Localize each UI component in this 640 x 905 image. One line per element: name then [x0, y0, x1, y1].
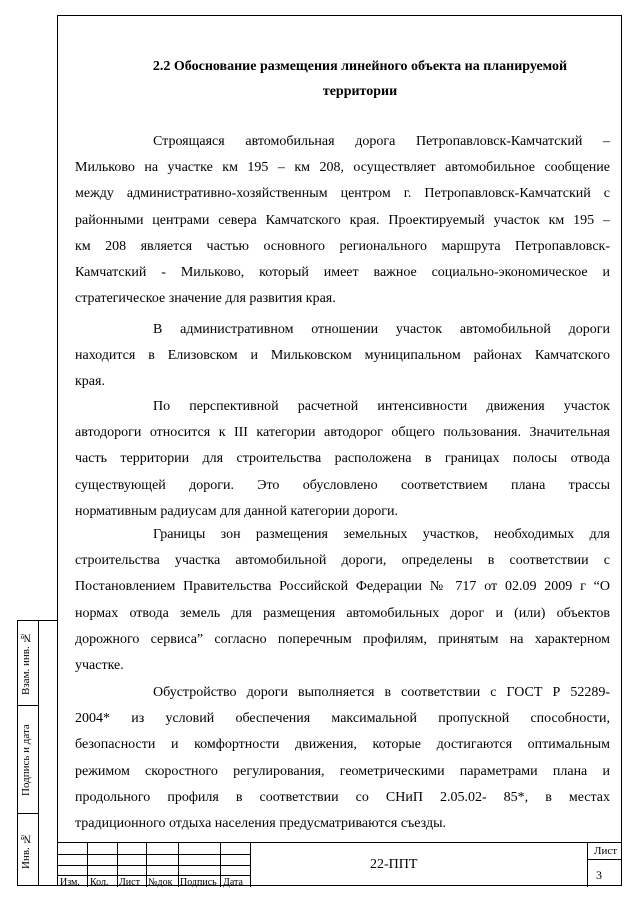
text-line: края. — [75, 374, 105, 390]
text-line: Камчатский - Мильково, который имеет важное социально-экономическое и — [75, 265, 610, 281]
text-line: безопасности и комфортности движения, которые достигаются оптимальным — [75, 737, 610, 753]
paragraph-3 — [75, 394, 610, 525]
text-line: автодороги относится к III категории автодорог общего пользования. Значительная — [75, 425, 610, 441]
text-line: Постановлением Правительства Российской Федерации № 717 от 02.09 2009 г “О — [75, 579, 610, 595]
text-line: Мильково на участке км 195 – км 208, осуществляет автомобильное сообщение — [75, 160, 610, 176]
document-code: 22-ППТ — [370, 857, 418, 872]
sheet-label: Лист — [594, 845, 618, 857]
paragraph-2 — [75, 317, 610, 396]
col-data: Дата — [223, 877, 243, 888]
text-line: Обустройство дороги выполняется в соответствии с ГОСТ Р 52289- — [153, 685, 610, 700]
text-line: районными центрами севера Камчатского края. Проектируемый участок км 195 – — [75, 212, 610, 228]
text-line: стратегическое значение для развития края. — [75, 291, 336, 307]
text-line: традиционного отдыха населения предусматриваются съезды. — [75, 816, 446, 832]
text-line: нормах отвода земель для размещения автомобильных дорог и (или) объектов — [75, 605, 610, 621]
inv-number-label: Инв. № — [20, 832, 32, 870]
text-line: часть территории для строительства расположена в границах полосы отвода — [75, 451, 610, 467]
text-line: нормативным радиусам для данной категории дороги. — [75, 503, 399, 519]
text-line: участке. — [75, 658, 124, 674]
text-line: находится в Елизовском и Мильковском муниципальном районах Камчатского — [75, 348, 610, 364]
text-line: между административно-хозяйственным центром г. Петропавловск-Камчатский с — [75, 186, 610, 202]
paragraph-1 — [75, 129, 610, 312]
text-line: строительства участка автомобильной дороги, определены в соответствии с — [75, 553, 610, 569]
text-line: дорожного сервиса” согласно поперечным профилям, принятым на характерном — [75, 631, 610, 647]
vzam-inv-label: Взам. инв. № — [20, 631, 32, 695]
col-izm: Изм. — [60, 877, 80, 888]
paragraph-4 — [75, 522, 610, 679]
text-line: В административном отношении участок автомобильной дороги — [153, 322, 610, 337]
title-block — [57, 842, 622, 887]
text-line: Строящаяся автомобильная дорога Петропавловск-Камчатский – — [153, 134, 610, 149]
section-heading-line2: территории — [322, 84, 398, 99]
side-strip — [17, 620, 57, 886]
col-ndok: №док — [148, 877, 173, 888]
text-line: продольного профиля в соответствии со СНиП 2.05.02- 85*, в местах — [75, 789, 610, 805]
text-line: км 208 является частью основного регионального маршрута Петропавловск- — [75, 238, 610, 254]
text-line: 2004* из условий обеспечения максимальной пропускной способности, — [75, 711, 610, 727]
text-line: режимом скоростного регулирования, геометрическими параметрами плана и — [75, 763, 610, 779]
col-podpis: Подпись — [180, 877, 217, 888]
text-line: существующей дороги. Это обусловлено соответствием плана трассы — [75, 477, 610, 493]
section-heading-line1: 2.2 Обоснование размещения линейного объекта на планируемой — [152, 59, 568, 74]
sheet-number: 3 — [596, 868, 602, 882]
col-kol: Кол. — [90, 877, 109, 888]
col-list: Лист — [119, 877, 140, 888]
signature-date-label: Подпись и дата — [20, 724, 32, 796]
text-line: По перспективной расчетной интенсивности движения участок — [153, 399, 610, 414]
text-line: Границы зон размещения земельных участков, необходимых для — [153, 527, 610, 542]
paragraph-5 — [75, 680, 610, 837]
